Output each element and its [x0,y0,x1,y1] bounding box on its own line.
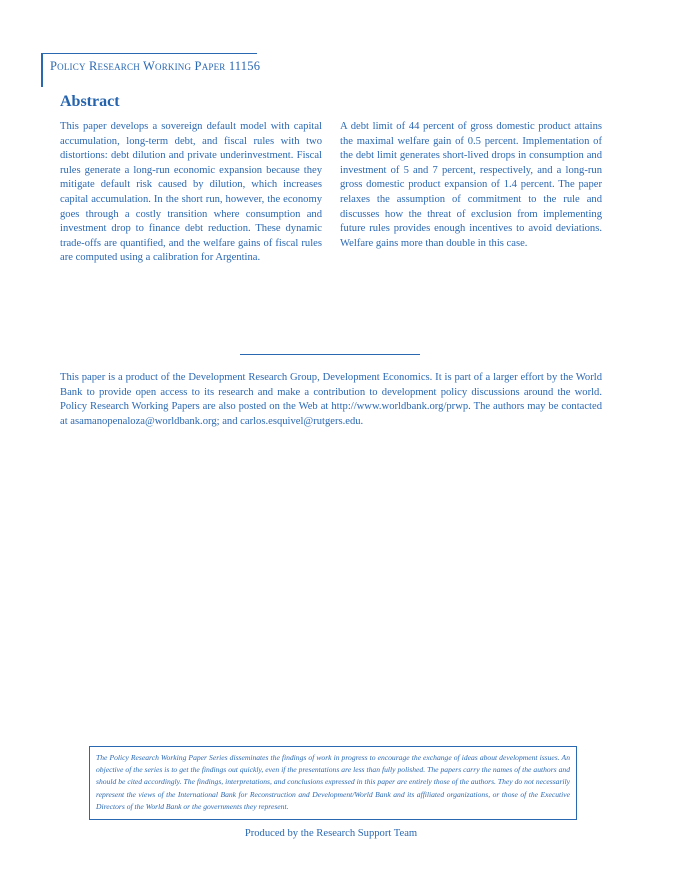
disclaimer-box [89,746,577,820]
footer-credit: Produced by the Research Support Team [244,828,418,839]
abstract-left-column: This paper develops a sovereign default model with capital accumulation, long-term debt, and fiscal rules with two distortions: debt dilution and private underinvestment. Fiscal rules generate a long-run economic expansion because they mitigate default risk caused by dilution, which increases capital accumulation. In the short run, however, the economy goes through a costly transition where consumption and investment drop to finance debt reduction. These dynamic trade-offs are quantified, and the welfare gains of fiscal rules are computed using a calibration for Argentina. [60,121,322,264]
section-divider [240,354,420,355]
abstract-right-column: A debt limit of 44 percent of gross domestic product attains the maximal welfare gain of 0.5 percent. Implementation of the debt limit generates short-lived drops in consumption and investment of 5 and 7 percent, respectively, and a long-run gross domestic product expansion of 1.4 percent. The paper relaxes the assumption of commitment to the rule and discusses how the threat of exclusion from implementing future rules provides enough incentives to avoid deviations. Welfare gains more than double in this case. [340,121,602,249]
product-note: This paper is a product of the Development Research Group, Development Economics. It is part of a larger effort by the World Bank to provide open access to its research and make a contribution to development policy discussions around the world. Policy Research Working Papers are also posted on the Web at http://www.worldbank.org/prwp. The authors may be contacted at asamanopenaloza@worldbank.org; and carlos.esquivel@rutgers.edu. [60,372,602,427]
series-header [41,53,261,87]
disclaimer-text: The Policy Research Working Paper Series disseminates the findings of work in progress to encourage the exchange of ideas about development issues. An objective of the series is to get the findings out quickly, even if the presentations are less than fully polished. The papers carry the names of the authors and should be cited accordingly. The findings, interpretations, and conclusions expressed in this paper are entirely those of the authors. They do not necessarily represent the views of the International Bank for Reconstruction and Development/World Bank and its affiliated organizations, or those of the Executive Directors of the World Bank or the governments they represent. [96,753,570,811]
abstract-heading: Abstract [60,93,120,110]
series-label: Policy Research Working Paper 11156 [50,59,261,73]
